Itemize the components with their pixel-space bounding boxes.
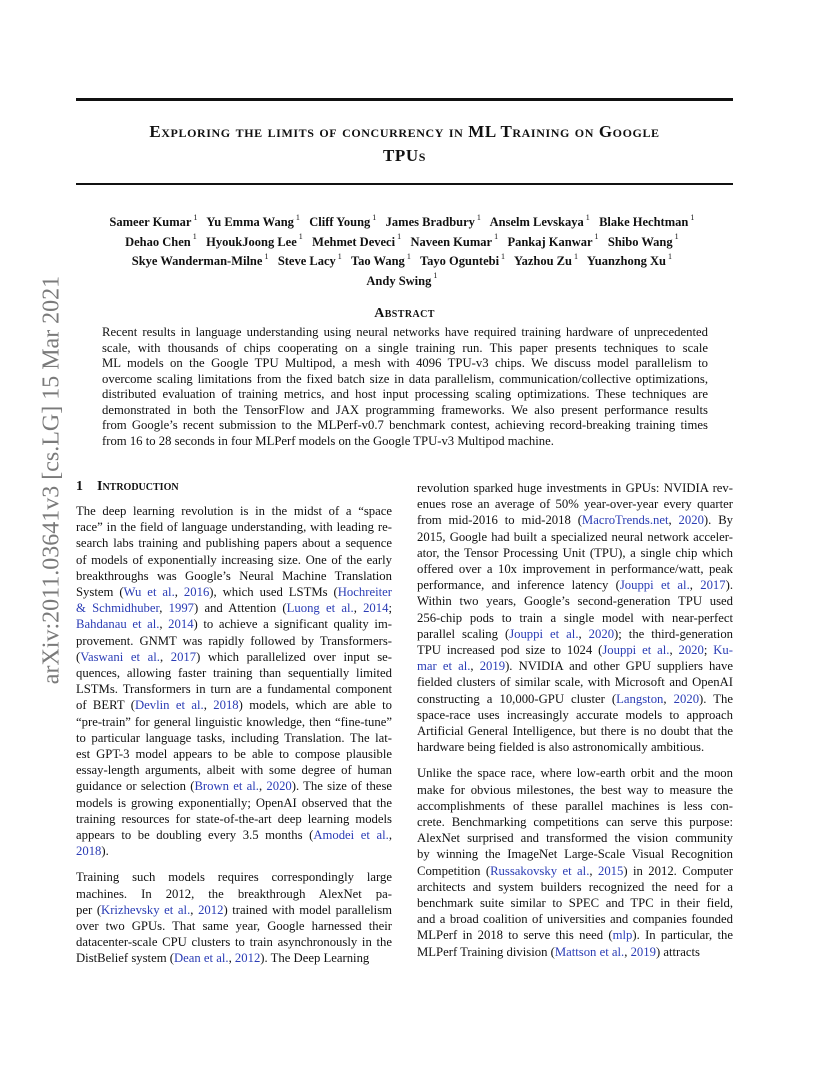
text-segment: 256-chip pods to train a single model with near-perfect xyxy=(417,610,733,625)
citation-link[interactable]: Amodei et al. xyxy=(313,828,389,843)
text-segment: ). The xyxy=(699,691,733,706)
text-segment: architects and system builders recognized the need for a xyxy=(417,879,733,894)
author-name: Sameer Kumar xyxy=(109,215,192,230)
abstract-line: Recent results in language understanding using neural networks have required training hardware of unprecedented xyxy=(102,325,708,339)
author-name: Mehmet Deveci xyxy=(312,234,396,249)
text-segment: Competition ( xyxy=(417,863,491,878)
text-segment: make for obvious milestones, the best way to measure the xyxy=(417,782,733,797)
text-segment: machines. In 2012, the breakthrough AlexNet pa- xyxy=(76,886,392,901)
text-segment: ; xyxy=(703,643,714,658)
text-segment: est GPT-3 model appears to be able to compose plausible xyxy=(76,747,392,762)
author-name: Andy Swing xyxy=(366,273,432,288)
text-line xyxy=(76,697,392,713)
section-title: Introduction xyxy=(97,479,179,494)
author-name: Pankaj Kanwar xyxy=(507,234,593,249)
affiliation-marker: 1 xyxy=(492,232,499,242)
text-segment: models is growing exponentially; OpenAI observed that the xyxy=(76,795,392,810)
text-line xyxy=(76,762,392,778)
text-line xyxy=(417,782,733,798)
paper-title xyxy=(76,120,733,168)
text-segment: TPU increased pod size to 1024 ( xyxy=(417,643,603,658)
text-segment: training resources for state-of-the-art deep learning models xyxy=(76,811,392,826)
text-line xyxy=(417,545,733,561)
affiliation-marker: 1 xyxy=(688,213,695,222)
text-segment: , xyxy=(190,902,199,917)
affiliation-marker: 1 xyxy=(431,271,438,281)
top-rule xyxy=(76,98,733,101)
text-segment: LSTMs. Transformers in turn are a fundamental component xyxy=(76,682,392,697)
text-segment: , xyxy=(668,513,679,528)
text-segment: revolution sparked huge investments in GPUs: NVIDIA rev- xyxy=(417,481,733,495)
text-line xyxy=(76,584,392,600)
citation-link[interactable]: mar et al. xyxy=(417,659,471,674)
text-line xyxy=(76,902,392,918)
text-segment: essay-length arguments, albeit with some degree of human xyxy=(76,763,392,778)
paragraph-gap xyxy=(417,755,733,765)
text-line xyxy=(417,879,733,895)
text-segment: ). The Deep Learning xyxy=(260,951,370,966)
author xyxy=(206,232,303,249)
text-segment: The deep learning revolution is in the midst of a “space xyxy=(76,504,392,518)
text-line xyxy=(76,714,392,730)
text-line xyxy=(76,934,392,950)
affiliation-marker: 1 xyxy=(190,232,197,242)
author-name: Steve Lacy xyxy=(277,254,336,269)
author xyxy=(366,271,438,288)
text-line xyxy=(417,496,733,512)
text-line xyxy=(417,674,733,690)
text-segment: race” in the field of language understanding, with leading re- xyxy=(76,520,392,535)
author xyxy=(599,215,694,229)
citation-link[interactable]: Jouppi et al. xyxy=(602,643,670,658)
author xyxy=(513,251,578,269)
author xyxy=(131,251,269,269)
citation-link[interactable]: Wu et al. xyxy=(123,585,175,600)
author xyxy=(350,251,411,269)
text-segment: , xyxy=(353,601,364,616)
author-name: Naveen Kumar xyxy=(410,234,493,249)
abstract-body xyxy=(102,325,708,449)
text-segment: ); the third-generation xyxy=(614,626,734,641)
text-line xyxy=(76,519,392,535)
abstract-line: ML models on the Google TPU Multipod, a mesh with 4096 TPU-v3 chips. We discuss model parallelism to xyxy=(102,356,708,370)
author xyxy=(125,232,197,249)
affiliation-marker: 1 xyxy=(293,213,300,222)
text-line xyxy=(417,480,733,496)
text-segment: enues rose an average of 50% year-over-year every quarter xyxy=(417,497,733,512)
text-line xyxy=(417,610,733,626)
text-segment: fielded clusters of similar scale, with Microsoft and OpenAI xyxy=(417,675,733,690)
text-line xyxy=(76,950,392,966)
author-name: HyoukJoong Lee xyxy=(206,234,297,249)
text-line xyxy=(417,944,733,960)
abstract-line: from Google’s recent submission to the MLPerf-v0.7 benchmark contest, achieving record-breaking training times xyxy=(102,418,708,432)
author xyxy=(309,215,376,229)
text-segment: ator, the Tensor Processing Unit (TPU), a single chip which xyxy=(417,545,733,560)
text-line xyxy=(417,577,733,593)
citation-link[interactable]: 2020 xyxy=(266,779,292,794)
text-segment: ( xyxy=(76,649,81,664)
text-line xyxy=(76,869,392,885)
text-line xyxy=(76,535,392,551)
text-segment: 2015, Google had built a specialized neural network acceler- xyxy=(417,529,733,544)
text-line xyxy=(417,765,733,781)
text-segment: , xyxy=(388,828,392,843)
citation-link[interactable]: 2017 xyxy=(700,578,726,593)
citation-link[interactable]: mlp xyxy=(612,928,633,943)
citation-link[interactable]: Bahdanau et al. xyxy=(76,617,160,632)
text-segment: DistBelief system ( xyxy=(76,951,174,966)
text-line xyxy=(76,730,392,746)
text-line xyxy=(417,895,733,911)
text-segment: MLPerf Training division ( xyxy=(417,944,555,959)
text-line xyxy=(417,561,733,577)
text-line xyxy=(76,681,392,697)
author-list xyxy=(90,211,720,289)
author-name: Cliff Young xyxy=(309,215,371,230)
affiliation-marker: 1 xyxy=(499,251,506,261)
author xyxy=(607,232,679,249)
affiliation-marker: 1 xyxy=(666,251,672,261)
text-segment: , xyxy=(159,649,171,664)
text-line xyxy=(76,665,392,681)
text-line xyxy=(417,830,733,846)
text-segment: , xyxy=(174,585,184,600)
citation-link[interactable]: Ku- xyxy=(713,643,733,658)
author-name: Shibo Wang xyxy=(607,234,673,249)
citation-link[interactable]: 1997 xyxy=(168,601,194,616)
author xyxy=(386,215,481,229)
text-line xyxy=(417,739,733,755)
affiliation-marker: 1 xyxy=(571,251,578,261)
citation-link[interactable]: Krizhevsky et al. xyxy=(101,902,191,917)
text-segment: datacenter-scale CPU clusters to train asynchronously in the xyxy=(76,935,392,950)
citation-link[interactable]: Langston xyxy=(616,691,664,706)
affiliation-marker: 1 xyxy=(370,213,377,222)
abstract-heading: Abstract xyxy=(374,306,435,321)
author xyxy=(490,215,590,229)
text-segment: guidance or selection ( xyxy=(76,779,195,794)
citation-link[interactable]: & Schmidhuber xyxy=(76,601,160,616)
text-segment: System ( xyxy=(76,585,124,600)
text-segment: performance, and inference latency ( xyxy=(417,578,620,593)
text-segment: constructing a 10,000-GPU cluster ( xyxy=(417,691,617,706)
text-segment: , xyxy=(624,944,631,959)
right-column xyxy=(417,480,733,960)
citation-link[interactable]: 2012 xyxy=(234,951,261,966)
author-name: Anselm Levskaya xyxy=(489,215,584,230)
text-segment: to particular language tasks, including Translation. The lat- xyxy=(76,730,392,745)
text-line xyxy=(417,626,733,642)
text-segment: ) and Attention ( xyxy=(194,601,287,616)
text-line xyxy=(76,811,392,827)
text-line xyxy=(417,927,733,943)
text-line xyxy=(76,827,392,843)
left-column xyxy=(76,503,392,967)
text-segment: over two GPUs. That same year, Google harnessed their xyxy=(76,919,392,934)
author-name: James Bradbury xyxy=(385,215,475,230)
text-segment: , xyxy=(689,578,701,593)
text-line xyxy=(76,616,392,632)
affiliation-marker: 1 xyxy=(592,232,599,242)
text-segment: ). NVIDIA and other GPU suppliers have xyxy=(505,659,734,674)
text-segment: from mid-2016 to mid-2018 ( xyxy=(417,513,582,528)
text-segment: , xyxy=(470,659,480,674)
text-segment: “pre-train” for general linguistic knowledge, then “fine-tune” xyxy=(76,714,392,729)
citation-link[interactable]: 2015 xyxy=(597,863,624,878)
text-line xyxy=(76,746,392,762)
text-line xyxy=(76,633,392,649)
citation-link[interactable]: 2014 xyxy=(363,601,389,616)
author-name: Dehao Chen xyxy=(125,234,191,249)
text-segment: Within two years, Google’s second-generation TPU used xyxy=(417,594,733,609)
author-name: Tayo Oguntebi xyxy=(419,254,500,269)
affiliation-marker: 1 xyxy=(335,251,342,261)
author xyxy=(312,232,402,249)
text-line xyxy=(417,798,733,814)
author-name: Yu Emma Wang xyxy=(206,215,294,230)
text-line xyxy=(76,568,392,584)
text-segment: ). By xyxy=(703,513,733,528)
text-line xyxy=(417,723,733,739)
text-line xyxy=(76,552,392,568)
text-segment: ). xyxy=(101,844,109,859)
affiliation-marker: 1 xyxy=(583,213,590,222)
affiliation-marker: 1 xyxy=(395,232,402,242)
text-segment: , xyxy=(159,617,169,632)
citation-link[interactable]: 2016 xyxy=(183,585,210,600)
text-segment: Unlike the space race, where low-earth orbit and the moon xyxy=(417,766,733,781)
text-segment: , xyxy=(578,626,589,641)
text-segment: search labs training and publishing papers about a sequence xyxy=(76,536,392,551)
author-name: Skye Wanderman-Milne xyxy=(131,254,263,269)
citation-link[interactable]: 2019 xyxy=(479,659,506,674)
text-line xyxy=(417,512,733,528)
citation-link[interactable]: 2020 xyxy=(678,513,704,528)
citation-link[interactable]: Vaswani et al. xyxy=(80,649,160,664)
affiliation-marker: 1 xyxy=(296,232,303,242)
citation-link[interactable]: Mattson et al. xyxy=(554,944,625,959)
text-line xyxy=(417,642,733,658)
text-segment: provement. GNMT was rapidly followed by Transformers- xyxy=(76,633,392,648)
text-segment: space-race uses increasingly accurate models to approach xyxy=(417,707,733,722)
text-line xyxy=(417,593,733,609)
section-heading xyxy=(76,479,179,495)
abstract-line: distributed evaluation of training metrics, and host input processing scaling optimizations. These techniques are xyxy=(102,387,708,401)
text-segment: and a broad coalition of universities and companies founded xyxy=(417,912,733,927)
text-segment: AlexNet surprised and transformed the vision community xyxy=(417,831,733,846)
text-segment: of models of exponentially increasing size. One of the early xyxy=(76,552,392,567)
text-line xyxy=(76,795,392,811)
citation-link[interactable]: Dean et al. xyxy=(173,951,229,966)
text-line xyxy=(76,503,392,519)
paragraph-gap xyxy=(76,859,392,869)
citation-link[interactable]: Jouppi et al. xyxy=(619,578,690,593)
text-segment: ) models, which are able to xyxy=(238,698,393,713)
title-line-1: Exploring the limits of concurrency in ML Training on Google xyxy=(149,122,660,141)
text-segment: ; xyxy=(388,601,392,616)
text-segment: crete. Benchmarking competitions can serve this purpose: xyxy=(417,815,733,830)
text-segment: , xyxy=(258,779,267,794)
text-line xyxy=(417,707,733,723)
citation-link[interactable]: Brown et al. xyxy=(194,779,259,794)
text-segment: accomplishments of these parallel machines is less con- xyxy=(417,798,733,813)
text-segment: ). In particular, the xyxy=(632,928,733,943)
text-segment: MLPerf in 2018 to serve this need ( xyxy=(417,928,613,943)
text-line xyxy=(417,691,733,707)
section-number: 1 xyxy=(76,479,83,494)
author xyxy=(206,215,300,229)
citation-link[interactable]: 2020 xyxy=(673,691,700,706)
text-segment: parallel scaling ( xyxy=(417,626,510,641)
citation-link[interactable]: 2019 xyxy=(630,944,656,959)
text-line xyxy=(417,846,733,862)
text-line xyxy=(76,649,392,665)
text-segment: ) trained with model parallelism xyxy=(223,902,392,917)
text-segment: of BERT ( xyxy=(76,698,135,713)
citation-link[interactable]: Hochreiter xyxy=(337,585,393,600)
text-line xyxy=(417,863,733,879)
text-segment: ). The size of these xyxy=(291,779,393,794)
text-segment: appears to be doubling every 3.5 months ( xyxy=(76,828,314,843)
title-line-2: TPUs xyxy=(382,146,427,165)
text-segment: benchmark suite similar to SPEC and TPC in their field, xyxy=(417,896,733,911)
text-segment: by winning the ImageNet Large-Scale Visual Recognition xyxy=(417,847,733,862)
abstract-line: overcome scaling limitations from the fixed batch size in data parallelism, communication/collective optimizations, xyxy=(102,371,708,386)
citation-link[interactable]: Jouppi et al. xyxy=(509,626,579,641)
text-segment: , xyxy=(203,698,214,713)
text-segment: ). xyxy=(725,578,733,593)
text-segment: Artificial General Intelligence, but there is no doubt that the xyxy=(417,724,733,739)
text-segment: Training such models requires correspondingly large xyxy=(76,870,392,885)
text-line xyxy=(76,886,392,902)
author xyxy=(419,251,506,269)
author xyxy=(410,232,499,249)
text-line xyxy=(76,843,392,859)
text-line xyxy=(76,600,392,616)
text-segment: offered over a 10x improvement in performance/watt, peak xyxy=(417,562,733,577)
citation-link[interactable]: MacroTrends.net xyxy=(581,513,669,528)
affiliation-marker: 1 xyxy=(672,232,679,242)
text-segment: ) which parallelized over input se- xyxy=(196,649,392,664)
text-segment: , xyxy=(663,691,674,706)
text-segment: per ( xyxy=(76,902,102,917)
abstract-line: from 16 to 28 seconds in four MLPerf models on the Google TPU-v3 Multipod machine. xyxy=(102,433,554,448)
citation-link[interactable]: Luong et al. xyxy=(286,601,354,616)
author xyxy=(586,251,672,269)
author-name: Tao Wang xyxy=(350,254,405,269)
text-segment: ) attracts xyxy=(655,944,700,959)
text-segment: ) in 2012. Computer xyxy=(623,863,733,878)
author-name: Yuanzhong Xu xyxy=(586,254,666,269)
text-segment: , xyxy=(589,863,598,878)
author-name: Blake Hechtman xyxy=(599,215,689,230)
affiliation-marker: 1 xyxy=(191,213,198,222)
affiliation-marker: 1 xyxy=(404,251,411,261)
citation-link[interactable]: 2014 xyxy=(168,617,194,632)
text-segment: , xyxy=(159,601,169,616)
citation-link[interactable]: 2012 xyxy=(198,902,224,917)
abstract-line: demonstrated in both the TensorFlow and JAX programming frameworks. We also present performance results xyxy=(102,402,708,417)
text-segment: breakthroughs was Google’s Neural Machine Translation xyxy=(76,568,392,583)
text-segment: ) to achieve a significant quality im- xyxy=(193,617,392,632)
citation-link[interactable]: Devlin et al. xyxy=(134,698,204,713)
text-segment: , xyxy=(228,951,235,966)
affiliation-marker: 1 xyxy=(262,251,269,261)
arxiv-identifier: arXiv:2011.03641v3 [cs.LG] 15 Mar 2021 xyxy=(38,275,65,685)
text-line xyxy=(417,911,733,927)
text-segment: ), which used LSTMs ( xyxy=(209,585,338,600)
citation-link[interactable]: 2018 xyxy=(76,844,102,859)
text-line xyxy=(76,778,392,794)
text-segment: , xyxy=(669,643,679,658)
citation-link[interactable]: 2020 xyxy=(678,643,704,658)
title-bottom-rule xyxy=(76,183,733,185)
text-segment: quences, allowing faster training than sequentially limited xyxy=(76,666,392,681)
author xyxy=(109,215,197,229)
citation-link[interactable]: 2018 xyxy=(213,698,239,713)
text-line xyxy=(76,918,392,934)
citation-link[interactable]: 2020 xyxy=(588,626,615,641)
affiliation-marker: 1 xyxy=(474,213,481,222)
text-segment: hardware being fielded is also astronomically ambitious. xyxy=(417,740,705,755)
text-line xyxy=(417,814,733,830)
citation-link[interactable]: Russakovsky et al. xyxy=(490,863,590,878)
author xyxy=(507,232,599,249)
citation-link[interactable]: 2017 xyxy=(170,649,197,664)
abstract-line: scale, with thousands of chips cooperating on a single training run. This paper presents techniques to scale xyxy=(102,340,708,355)
author-name: Yazhou Zu xyxy=(513,254,572,269)
text-line xyxy=(417,658,733,674)
author xyxy=(277,251,342,269)
text-line xyxy=(417,529,733,545)
